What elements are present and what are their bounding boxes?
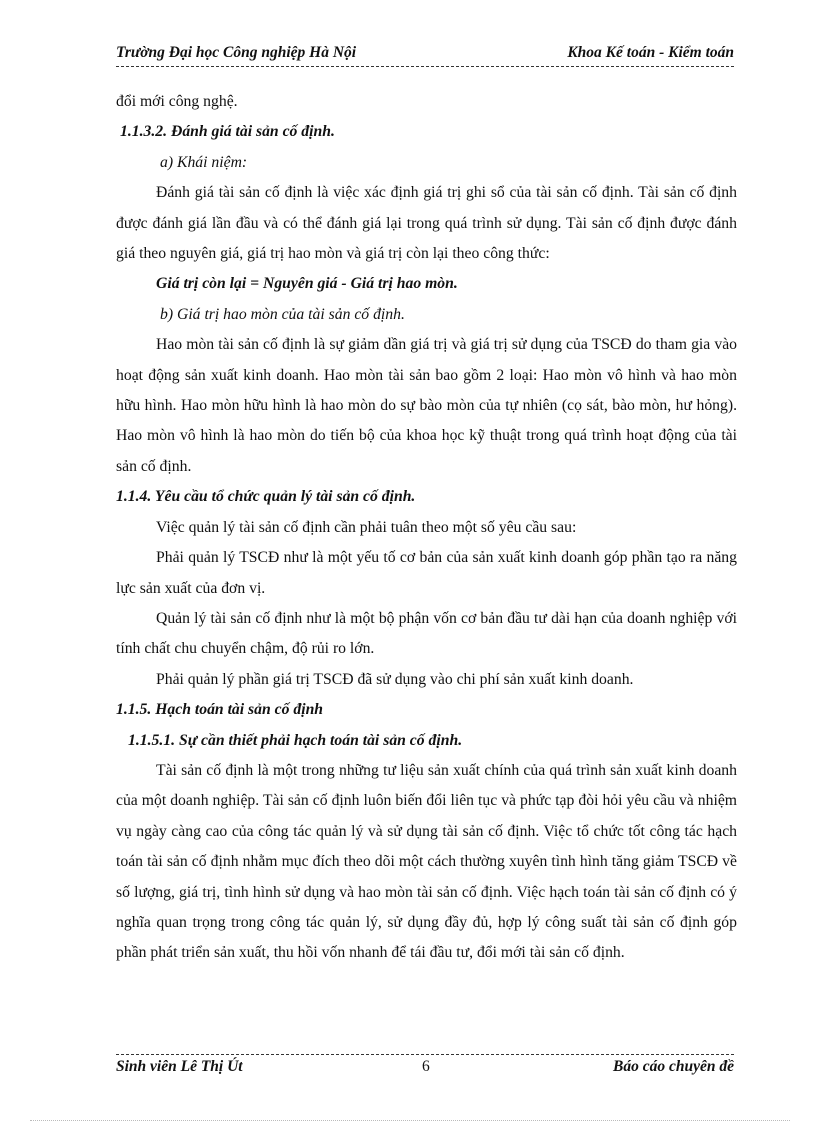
- subheading-a: a) Khái niệm:: [160, 153, 248, 171]
- paragraph: Phải quản lý phần giá trị TSCĐ đã sử dụng vào chi phí sản xuất kinh doanh.: [156, 670, 634, 688]
- header-divider: [116, 66, 734, 67]
- paragraph: Hao mòn tài sản cố định là sự giảm dần giá trị và giá trị sử dụng của TSCĐ do tham gia vào hoạt động sản xuất kinh doanh. Hao mòn tài sản bao gồm 2 loại: Hao mòn vô hình và hao mòn hữu hình. Hao mòn hữu hình là hao mòn do sự bào mòn của tự nhiên (cọ sát, bào mòn, hư hỏng). Hao mòn vô hình là hao mòn do tiến bộ của khoa học kỹ thuật trong quá trình hoạt động của tài sản cố định.: [116, 336, 737, 475]
- formula: Giá trị còn lại = Nguyên giá - Giá trị hao mòn.: [156, 275, 458, 293]
- header-school: Trường Đại học Công nghiệp Hà Nội: [116, 44, 357, 61]
- paragraph: Tài sản cố định là một trong những tư liệu sản xuất chính của quá trình sản xuất kinh doanh của một doanh nghiệp. Tài sản cố định luôn biến đổi liên tục và phức tạp đòi hỏi yêu cầu và nhiệm vụ ngày càng cao của công tác quản lý và sử dụng tài sản cố định. Việc tổ chức tốt công tác hạch toán tài sản cố định nhằm mục đích theo dõi một cách thường xuyên tình hình tăng giảm TSCĐ về số lượng, giá trị, tình hình sử dụng và hao mòn tài sản cố định. Việc hạch toán tài sản cố định có ý nghĩa quan trọng trong công tác quản lý, sử dụng đầy đủ, hợp lý công suất tài sản cố định góp phần phát triển sản xuất, thu hồi vốn nhanh để tái đầu tư, đổi mới tài sản cố định.: [116, 761, 737, 962]
- heading-1-1-4: 1.1.4. Yêu cầu tổ chức quản lý tài sản cố định.: [116, 488, 416, 506]
- paragraph: Quản lý tài sản cố định như là một bộ phận vốn cơ bản đầu tư dài hạn của doanh nghiệp với tính chất chu chuyển chậm, độ rủi ro lớn.: [116, 609, 737, 658]
- page-bottom-border: [30, 1120, 790, 1121]
- subheading-b: b) Giá trị hao mòn của tài sản cố định.: [160, 305, 405, 323]
- header-department: Khoa Kế toán - Kiểm toán: [567, 44, 734, 61]
- paragraph: Phải quản lý TSCĐ như là một yếu tố cơ bản của sản xuất kinh doanh góp phần tạo ra năng lực sản xuất của đơn vị.: [116, 549, 737, 597]
- page-footer: [116, 1058, 734, 1080]
- heading-1-1-3-2: 1.1.3.2. Đánh giá tài sản cố định.: [120, 123, 335, 141]
- page-header: [116, 44, 734, 66]
- paragraph: Việc quản lý tài sản cố định cần phải tuân theo một số yêu cầu sau:: [156, 518, 577, 536]
- footer-student: Sinh viên Lê Thị Út: [116, 1058, 243, 1075]
- paragraph: đổi mới công nghệ.: [116, 93, 238, 110]
- heading-1-1-5-1: 1.1.5.1. Sự cần thiết phải hạch toán tài sản cố định.: [128, 731, 463, 749]
- page-number: 6: [422, 1058, 430, 1075]
- page-body: [116, 87, 737, 969]
- footer-report: Báo cáo chuyên đề: [613, 1058, 734, 1075]
- paragraph: Đánh giá tài sản cố định là việc xác định giá trị ghi sổ của tài sản cố định. Tài sản cố định được đánh giá lần đầu và có thể đánh giá lại trong quá trình sử dụng. Tài sản cố định được đánh giá theo nguyên giá, giá trị hao mòn và giá trị còn lại theo công thức:: [116, 184, 737, 263]
- heading-1-1-5: 1.1.5. Hạch toán tài sản cố định: [116, 701, 324, 719]
- footer-divider: [116, 1054, 734, 1055]
